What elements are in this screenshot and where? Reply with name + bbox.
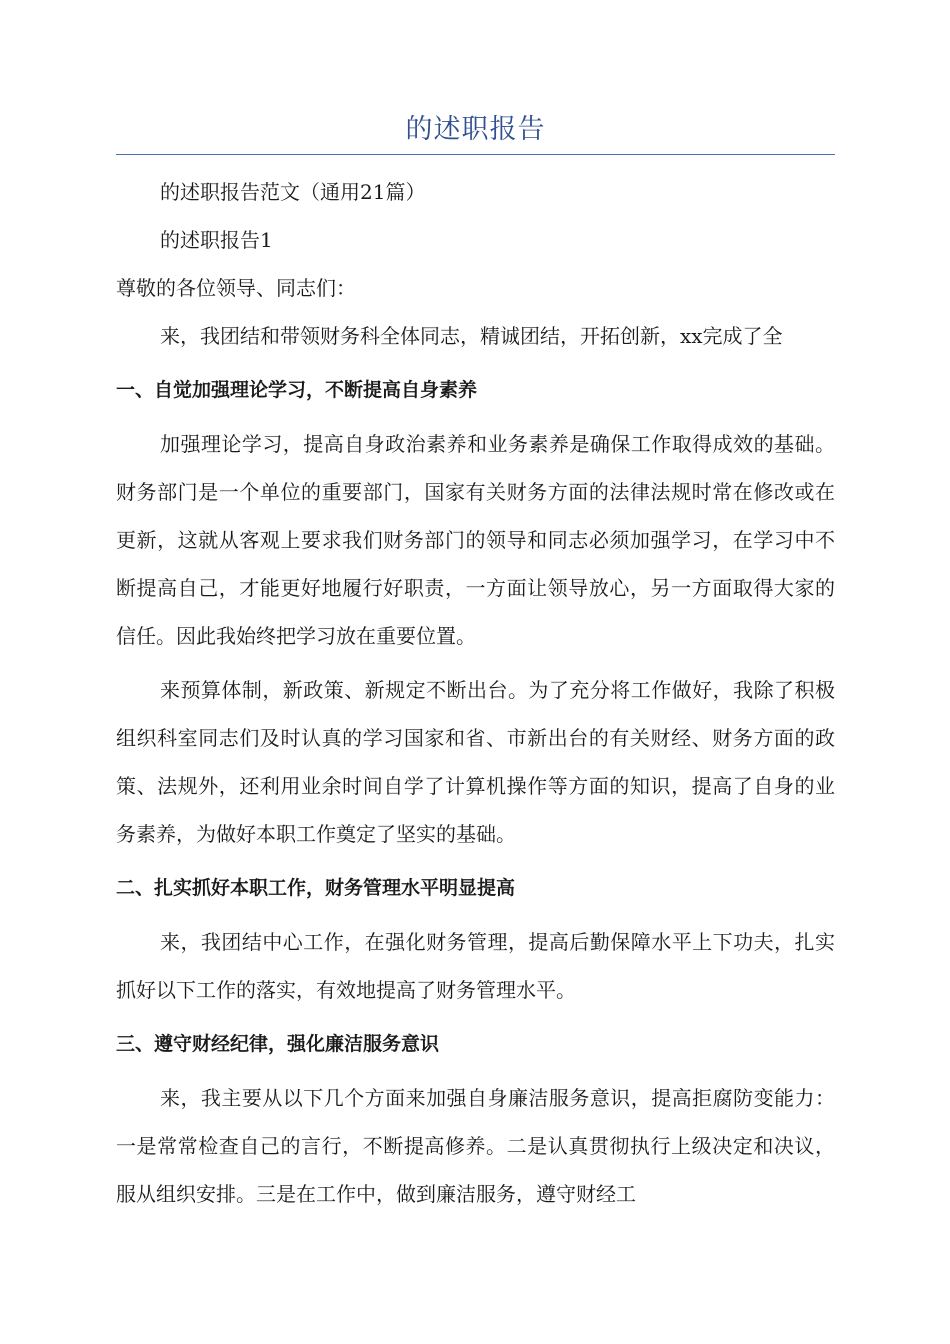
paragraph-2: 来预算体制，新政策、新规定不断出台。为了充分将工作做好，我除了积极组织科室同志们及时认真的学习国家和省、市新出台的有关财经、财务方面的政策、法规外，还利用业余时间自学了计算机操作等方面的知识，提高了自身的业务素养，为做好本职工作奠定了坚实的基础。	[116, 678, 835, 846]
greeting-line: 尊敬的各位领导、同志们：	[116, 276, 356, 300]
section-title: 的述职报告1	[160, 228, 273, 252]
heading-2: 二、扎实抓好本职工作，财务管理水平明显提高	[116, 877, 516, 899]
paragraph-4: 来，我主要从以下几个方面来加强自身廉洁服务意识，提高拒腐防变能力：一是常常检查自己的言行，不断提高修养。二是认真贯彻执行上级决定和决议，服从组织安排。三是在工作中，做到廉洁服务，遵守财经工	[116, 1086, 835, 1206]
document-title: 的述职报告	[405, 114, 546, 145]
paragraph-3: 来，我团结中心工作，在强化财务管理，提高后勤保障水平上下功夫，扎实抓好以下工作的落实，有效地提高了财务管理水平。	[116, 930, 835, 1002]
intro-paragraph: 来，我团结和带领财务科全体同志，精诚团结，开拓创新，xx完成了全	[160, 324, 783, 348]
heading-3: 三、遵守财经纪律，强化廉洁服务意识	[116, 1033, 440, 1055]
document-body	[116, 168, 835, 1218]
paragraph-1: 加强理论学习，提高自身政治素养和业务素养是确保工作取得成效的基础。财务部门是一个单位的重要部门，国家有关财务方面的法律法规时常在修改或在更新，这就从客观上要求我们财务部门的领导和同志必须加强学习，在学习中不断提高自己，才能更好地履行好职责，一方面让领导放心，另一方面取得大家的信任。因此我始终把学习放在重要位置。	[116, 432, 835, 648]
document-subtitle: 的述职报告范文（通用21篇）	[160, 180, 426, 204]
title-underline	[116, 154, 835, 155]
heading-1: 一、自觉加强理论学习，不断提高自身素养	[116, 379, 478, 401]
